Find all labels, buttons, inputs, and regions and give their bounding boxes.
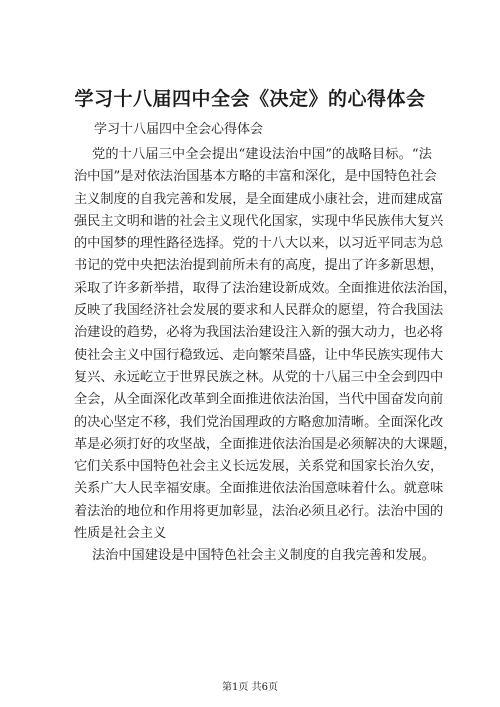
- paragraph-line: 的中国梦的理性路径选择。党的十八大以来，以习近平同志为总: [74, 236, 444, 252]
- paragraph-line: 强民主文明和谐的社会主义现代化国家，实现中华民族伟大复兴: [74, 213, 444, 229]
- paragraph-line: 使社会主义中国行稳致远、走向繁荣昌盛，让中华民族实现伟大: [74, 347, 444, 363]
- document-title: 学习十八届四中全会《决定》的心得体会: [74, 88, 426, 110]
- paragraph-line: 它们关系中国特色社会主义长远发展，关系党和国家长治久安，: [74, 459, 444, 475]
- paragraph-line: 书记的党中央把法治提到前所未有的高度，提出了许多新思想，: [74, 258, 444, 274]
- paragraph-line: 采取了许多新举措，取得了法治建设新成效。全面推进依法治国，: [74, 280, 457, 296]
- paragraph-line: 关系广大人民幸福安康。全面推进依法治国意味着什么。就意味: [74, 481, 444, 497]
- paragraph-line: 反映了我国经济社会发展的要求和人民群众的愿望，符合我国法: [74, 303, 444, 319]
- page-number: 第1页 共6页: [222, 682, 278, 693]
- paragraph-line: 的决心坚定不移，我们党治国理政的方略愈加清晰。全面深化改: [74, 414, 444, 430]
- paragraph-line: 着法治的地位和作用将更加彰显，法治必须且必行。法治中国的: [74, 503, 444, 519]
- paragraph-line: 法治中国建设是中国特色社会主义制度的自我完善和发展。: [92, 548, 435, 564]
- paragraph-line: 主义制度的自我完善和发展，是全面建成小康社会，进而建成富: [74, 191, 444, 207]
- paragraph-line: 党的十八届三中全会提出“建设法治中国”的战略目标。“法: [92, 147, 432, 162]
- document-body: [74, 144, 457, 568]
- paragraph-line: 治中国”是对依法治国基本方略的丰富和深化，是中国特色社会: [74, 169, 437, 185]
- paragraph-line: 全会，从全面深化改革到全面推进依法治国，当代中国奋发向前: [74, 392, 444, 408]
- document-subtitle: 学习十八届四中全会心得体会: [94, 122, 264, 137]
- paragraph-line: 性质是社会主义: [74, 526, 167, 542]
- paragraph-line: 复兴、永远屹立于世界民族之林。从党的十八届三中全会到四中: [74, 369, 444, 385]
- paragraph-line: 治建设的趋势，必将为我国法治建设注入新的强大动力，也必将: [74, 325, 444, 341]
- paragraph-line: 革是必须打好的攻坚战，全面推进依法治国是必须解决的大课题，: [74, 436, 457, 452]
